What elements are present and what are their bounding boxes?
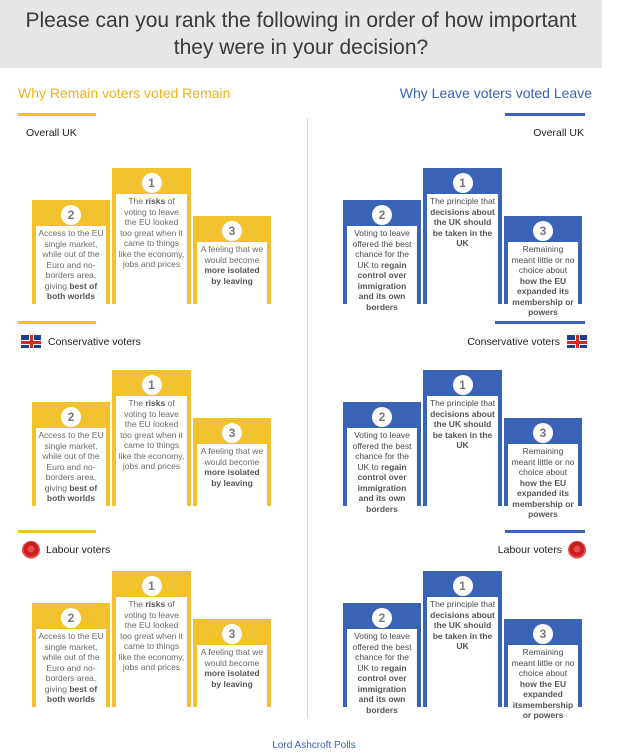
reason-text: A feeling that we would become more isolated by leaving xyxy=(197,645,267,707)
leave-rule xyxy=(505,530,585,533)
leave-rule xyxy=(505,113,585,116)
reason-text: The risks of voting to leave the EU looked too great when it came to things like the economy, jobs and prices xyxy=(116,597,187,679)
rank-number-badge: 1 xyxy=(142,173,162,193)
section-label-text: Conservative voters xyxy=(48,335,141,348)
rank-number-badge: 2 xyxy=(61,407,81,427)
rank-number-badge: 2 xyxy=(372,205,392,225)
rank-3-step xyxy=(504,619,582,720)
remain-rule xyxy=(18,113,96,116)
reason-text: Voting to leave offered the best chance for the UK to regain control over immigration and its own borders xyxy=(347,226,417,304)
section-label-labour-remain xyxy=(22,541,110,559)
section-label-text: Labour voters xyxy=(497,544,562,556)
rank-number-badge: 3 xyxy=(222,221,242,241)
rank-number-badge: 1 xyxy=(453,173,473,193)
reason-text: Voting to leave offered the best chance for the UK to regain control over immigration and its own borders xyxy=(347,428,417,506)
reason-text: Access to the EU single market, while out of the Euro and no-borders area, giving best of both worlds xyxy=(36,629,106,707)
reason-text: Remaining meant little or no choice about how the EU expanded its membership or powers xyxy=(508,444,578,506)
leave-column-title: Why Leave voters voted Leave xyxy=(399,85,592,101)
rank-number-badge: 3 xyxy=(222,624,242,644)
reason-text: A feeling that we would become more isolated by leaving xyxy=(197,444,267,506)
question-text: Please can you rank the following in order of how important they were in your decision? xyxy=(25,9,577,59)
section-label-text: Overall UK xyxy=(26,127,77,139)
reason-text: The risks of voting to leave the EU looked too great when it came to things like the economy, jobs and prices xyxy=(116,396,187,478)
rank-number-badge: 2 xyxy=(372,407,392,427)
reason-text: Voting to leave offered the best chance for the UK to regain control over immigration and its own borders xyxy=(347,629,417,707)
rank-2-step xyxy=(343,200,421,312)
reason-text: Access to the EU single market, while out of the Euro and no-borders area, giving best of both worlds xyxy=(36,226,106,304)
remain-podium xyxy=(32,168,300,304)
leave-rule xyxy=(495,321,585,324)
source-credit: Lord Ashcroft Polls xyxy=(272,740,356,751)
rank-number-badge: 1 xyxy=(142,375,162,395)
reason-text: The principle that decisions about the UK should be taken in the UK xyxy=(427,396,498,478)
rank-1-step xyxy=(112,370,191,506)
section-label-text: Labour voters xyxy=(46,544,111,556)
rank-number-badge: 2 xyxy=(61,205,81,225)
section-label-overall-leave xyxy=(533,127,584,139)
rank-2-step xyxy=(32,200,110,304)
rank-number-badge: 1 xyxy=(142,576,162,596)
remain-podium xyxy=(32,571,300,707)
union-flag-icon xyxy=(20,334,42,349)
rank-1-step xyxy=(112,571,191,707)
question-banner xyxy=(0,0,602,68)
reason-text: Remaining meant little or no choice about how the EU expanded its membership or powers xyxy=(508,242,578,304)
section-label-text: Conservative voters xyxy=(467,335,560,348)
reason-text: The risks of voting to leave the EU looked too great when it came to things like the economy, jobs and prices xyxy=(116,194,187,276)
reason-text: The principle that decisions about the UK should be taken in the UK xyxy=(427,194,498,276)
labour-rose-icon xyxy=(568,541,586,559)
remain-podium xyxy=(32,370,300,506)
rank-3-step xyxy=(193,216,271,304)
leave-podium xyxy=(343,370,611,519)
rank-number-badge: 3 xyxy=(222,423,242,443)
rank-3-step xyxy=(504,216,582,317)
rank-3-step xyxy=(504,418,582,519)
rank-2-step xyxy=(343,402,421,514)
remain-rule xyxy=(18,321,96,324)
section-label-overall-remain xyxy=(26,127,77,139)
section-label-conservative-leave xyxy=(467,334,588,349)
rank-2-step xyxy=(343,603,421,715)
remain-rule xyxy=(18,530,96,533)
rank-number-badge: 2 xyxy=(61,608,81,628)
leave-podium xyxy=(343,168,611,317)
section-label-conservative-remain xyxy=(20,334,141,349)
labour-rose-icon xyxy=(22,541,40,559)
rank-number-badge: 1 xyxy=(453,375,473,395)
reason-text: Remaining meant little or no choice about how the EU expanded itsmembership or powers xyxy=(508,645,578,707)
remain-column-title: Why Remain voters voted Remain xyxy=(18,85,231,101)
rank-1-step xyxy=(112,168,191,304)
rank-number-badge: 2 xyxy=(372,608,392,628)
reason-text: The principle that decisions about the UK should be taken in the UK xyxy=(427,597,498,679)
rank-number-badge: 3 xyxy=(533,423,553,443)
rank-2-step xyxy=(32,402,110,506)
rank-number-badge: 1 xyxy=(453,576,473,596)
leave-podium xyxy=(343,571,611,720)
column-divider xyxy=(307,118,308,718)
rank-3-step xyxy=(193,418,271,506)
rank-1-step xyxy=(423,571,502,707)
reason-text: Access to the EU single market, while out of the Euro and no-borders area, giving best of both worlds xyxy=(36,428,106,506)
section-label-text: Overall UK xyxy=(533,127,584,139)
reason-text: A feeling that we would become more isolated by leaving xyxy=(197,242,267,304)
rank-1-step xyxy=(423,168,502,304)
rank-number-badge: 3 xyxy=(533,221,553,241)
rank-2-step xyxy=(32,603,110,707)
rank-1-step xyxy=(423,370,502,506)
rank-number-badge: 3 xyxy=(533,624,553,644)
rank-3-step xyxy=(193,619,271,707)
section-label-labour-leave xyxy=(498,541,586,559)
union-flag-icon xyxy=(566,334,588,349)
